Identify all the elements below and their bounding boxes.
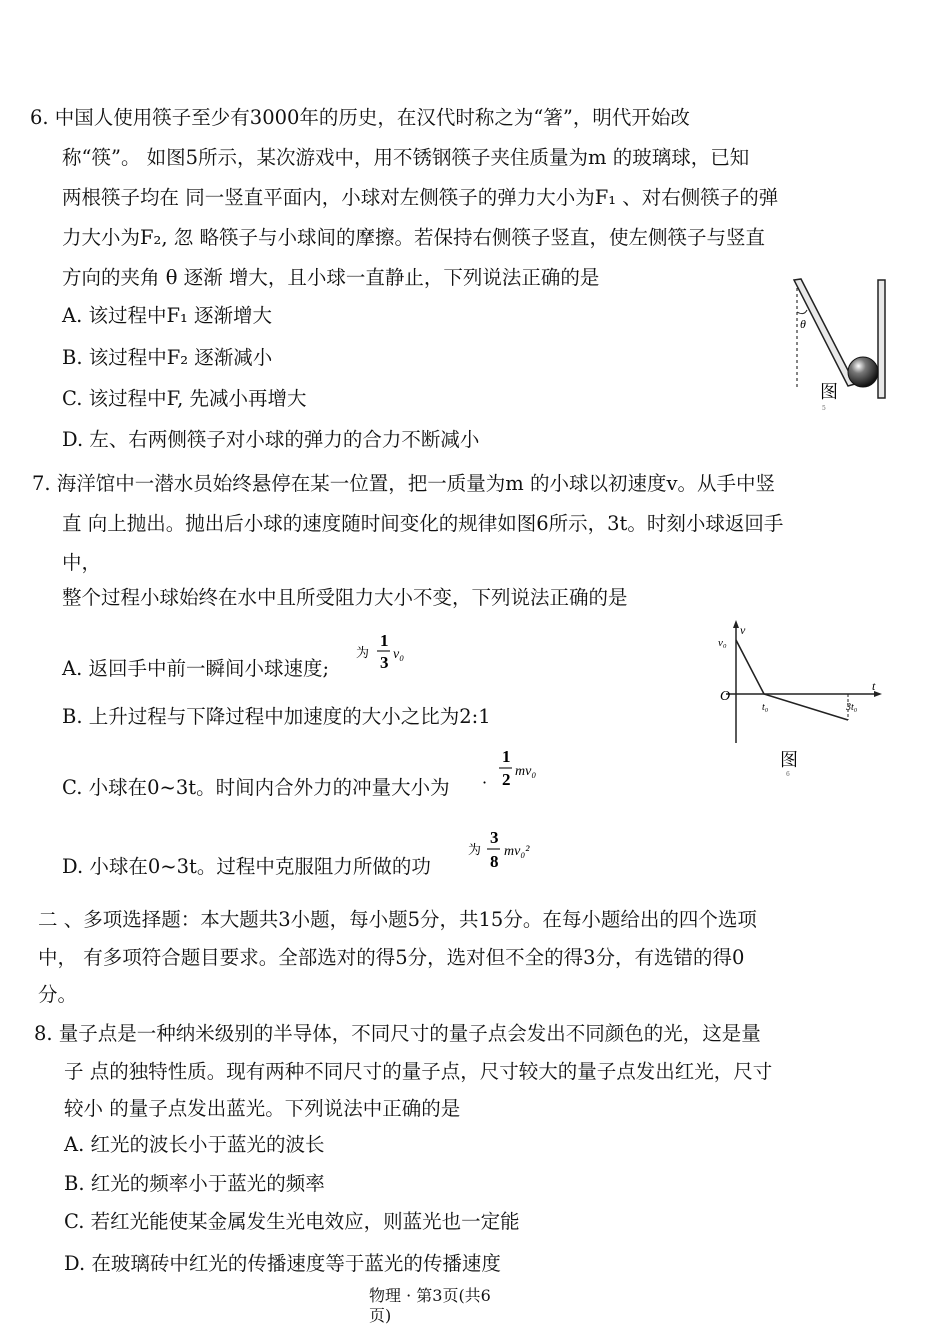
q6-option-b: B. 该过程中F₂ 逐渐减小: [62, 346, 273, 369]
angle-arc: [797, 310, 807, 314]
svg-text:mv₀²: mv₀²: [504, 844, 530, 859]
svg-text:mv₀: mv₀: [515, 764, 537, 779]
q7-option-d: D. 小球在0~3t。过程中克服阻力所做的功: [62, 855, 431, 878]
q6-line-2: 称“筷”。 如图5所示，某次游戏中，用不锈钢筷子夹住质量为m 的玻璃球，已知: [62, 146, 750, 169]
vt-graph-figure: [712, 618, 898, 778]
svg-text:1: 1: [380, 631, 389, 650]
q6-line-4: 力大小为F₂, 忽 略筷子与小球间的摩擦。若保持右侧筷子竖直，使左侧筷子与竖直: [62, 226, 765, 249]
q7-option-b: B. 上升过程与下降过程中加速度的大小之比为2:1: [62, 705, 491, 728]
v-axis-label: v: [740, 623, 746, 637]
theta-label: θ: [800, 317, 806, 331]
svg-text:3: 3: [380, 653, 389, 672]
q6-option-a: A. 该过程中F₁ 逐渐增大: [62, 304, 273, 327]
svg-text:2: 2: [502, 770, 511, 789]
v0-label: v₀: [718, 637, 727, 649]
left-chopstick: [794, 279, 855, 386]
q8-line-3: 较小 的量子点发出蓝光。下列说法中正确的是: [64, 1097, 461, 1120]
origin-label: O: [720, 689, 731, 704]
q8-option-d: D. 在玻璃砖中红光的传播速度等于蓝光的传播速度: [64, 1252, 501, 1275]
q7-line-2: 直 向上抛出。抛出后小球的速度随时间变化的规律如图6所示，3t。时刻小球返回手: [62, 512, 784, 535]
t0-label: t₀: [762, 702, 769, 713]
svg-text:8: 8: [490, 852, 499, 871]
q6-line-3: 两根筷子均在 同一竖直平面内，小球对左侧筷子的弹力大小为F₁ 、对右侧筷子的弹: [62, 186, 779, 209]
figure5-caption: 图: [820, 382, 838, 403]
page-footer-line-1: 物理 · 第3页(共6: [369, 1286, 491, 1305]
q7-line-3: 中，: [62, 551, 102, 574]
glass-ball: [848, 357, 878, 387]
section2-line-1: 二 、多项选择题：本大题共3小题，每小题5分，共15分。在每小题给出的四个选项: [38, 908, 757, 931]
q7-d-formula: [466, 824, 550, 876]
section2-line-2: 中， 有多项符合题目要求。全部选对的得5分，选对但不全的得3分，有选错的得0: [38, 946, 745, 969]
chopsticks-figure: [780, 272, 900, 412]
q8-option-b: B. 红光的频率小于蓝光的频率: [64, 1172, 325, 1195]
q7-option-c: C. 小球在0~3t。时间内合外力的冲量大小为: [62, 776, 450, 799]
svg-text:1: 1: [502, 747, 511, 766]
q7-line-1: 7. 海洋馆中一潜水员始终悬停在某一位置，把一质量为m 的小球以初速度v。从手中竖: [32, 472, 776, 495]
q8-option-c: C. 若红光能使某金属发生光电效应，则蓝光也一定能: [64, 1210, 520, 1233]
q6-option-d: D. 左、右两侧筷子对小球的弹力的合力不断减小: [62, 428, 480, 451]
q8-line-2: 子 点的独特性质。现有两种不同尺寸的量子点，尺寸较大的量子点发出红光，尺寸: [64, 1060, 773, 1083]
figure6-caption: 图: [780, 750, 798, 771]
q7-a-formula: [352, 626, 424, 676]
svg-text:为: 为: [468, 843, 482, 858]
figure5-caption-tail: 5: [822, 405, 826, 412]
page-footer-line-2: 页): [369, 1306, 392, 1325]
svg-text:为: 为: [356, 646, 370, 661]
t-axis-label: t: [872, 679, 876, 693]
q7-option-a: A. 返回手中前一瞬间小球速度;: [62, 657, 330, 680]
q7-c-formula: [478, 742, 550, 796]
3t0-label: 3t₀: [846, 702, 858, 713]
section2-line-3: 分。: [38, 983, 78, 1006]
q6-option-c: C. 该过程中F, 先减小再增大: [62, 387, 307, 410]
svg-text:·: ·: [482, 773, 488, 792]
v-axis-arrow: [733, 620, 739, 628]
figure6-caption-tail: 6: [786, 771, 790, 778]
q7-line-4: 整个过程小球始终在水中且所受阻力大小不变，下列说法正确的是: [62, 586, 628, 609]
q8-line-1: 8. 量子点是一种纳米级别的半导体，不同尺寸的量子点会发出不同颜色的光，这是量: [34, 1022, 761, 1045]
q6-line-1: 6. 中国人使用筷子至少有3000年的历史，在汉代时称之为“箸”，明代开始改: [30, 106, 690, 129]
svg-text:3: 3: [490, 828, 499, 847]
velocity-curve: [736, 640, 848, 720]
q8-option-a: A. 红光的波长小于蓝光的波长: [64, 1133, 325, 1156]
right-chopstick: [878, 280, 885, 398]
svg-text:v₀: v₀: [393, 647, 405, 662]
q6-line-5: 方向的夹角 θ 逐渐 增大，且小球一直静止，下列说法正确的是: [62, 266, 600, 289]
